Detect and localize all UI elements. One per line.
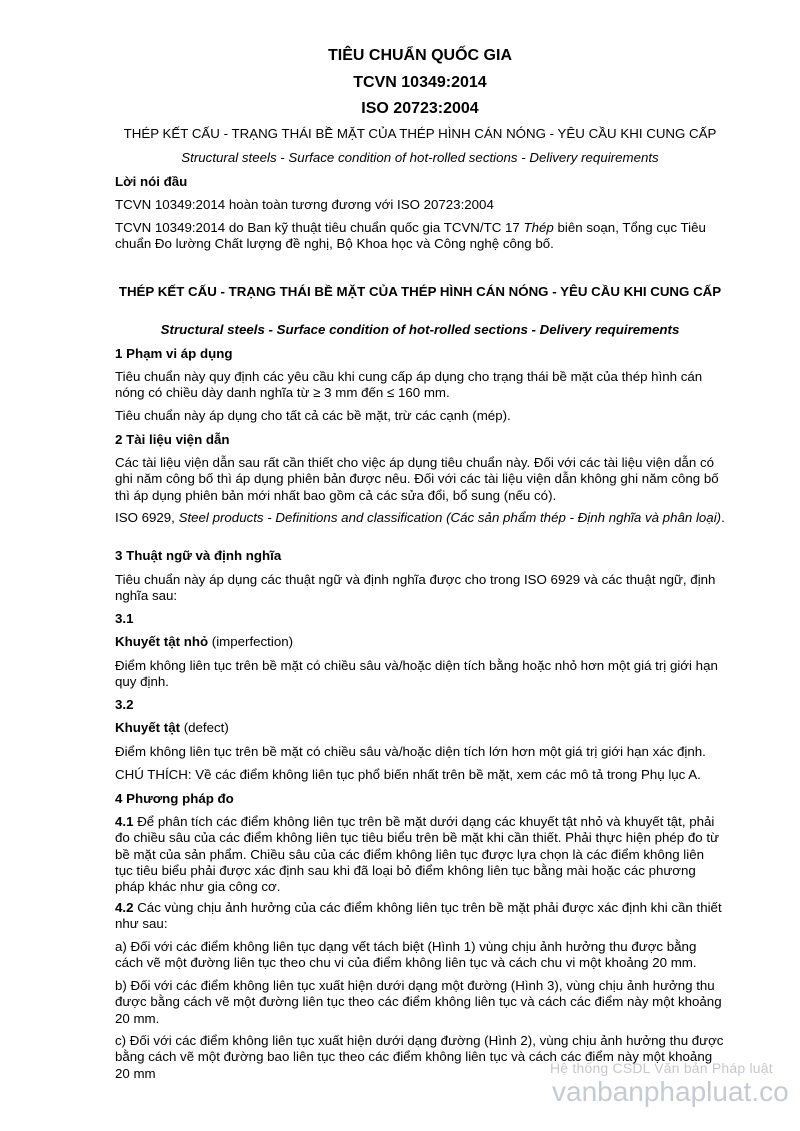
section-3-heading: 3 Thuật ngữ và định nghĩa [115,548,282,563]
foreword-paragraph-2: TCVN 10349:2014 do Ban kỹ thuật tiêu chuẩn quốc gia TCVN/TC 17 Thép biên soạn, Tổng cục Tiêu chuẩn Đo lường Chất lượng đề nghị, Bộ Khoa học và Công nghệ công bố. [115,220,706,252]
national-standard-title: TIÊU CHUẨN QUỐC GIA [328,47,512,64]
iso-number: ISO 20723:2004 [361,100,479,117]
section-1-heading: 1 Phạm vi áp dụng [115,346,233,361]
section-3-paragraph-1: Tiêu chuẩn này áp dụng các thuật ngữ và định nghĩa được cho trong ISO 6929 và các thuật ngữ, định nghĩa sau: [115,572,716,604]
tcvn-number: TCVN 10349:2014 [353,74,487,91]
clause-4-2-item-a: a) Đối với các điểm không liên tục dạng vết tách biệt (Hình 1) vùng chịu ảnh hưởng thu được bằng cách vẽ một đường liên tục theo chu vi của điểm không liên tục và cách chu vi một khoảng 20 mm. [115,939,697,971]
section-2-heading: 2 Tài liệu viện dẫn [115,432,230,447]
note: CHÚ THÍCH: Về các điểm không liên tục phổ biến nhất trên bề mặt, xem các mô tả trong Phụ lục A. [115,767,701,782]
clause-4-2-item-b: b) Đối với các điểm không liên tục xuất hiện dưới dạng một đường (Hình 3), vùng chịu ảnh hưởng thu được bằng cách vẽ một đường liên tục theo các điểm không liên tục và cách các điểm này một khoảng 20 mm. [115,978,722,1026]
term-3-2-definition: Điểm không liên tục trên bề mặt có chiều sâu và/hoặc diện tích lớn hơn một giá trị giới hạn xác định. [115,744,706,759]
foreword-heading: Lời nói đầu [115,174,188,189]
section-4-heading: 4 Phương pháp đo [115,791,234,806]
term-3-1-definition: Điểm không liên tục trên bề mặt có chiều sâu và/hoặc diện tích bằng hoặc nhỏ hơn một giá trị giới hạn quy định. [115,658,718,690]
document-title-vn: THÉP KẾT CẤU - TRẠNG THÁI BỀ MẶT CỦA THÉP HÌNH CÁN NÓNG - YÊU CẦU KHI CUNG CẤP [123,126,717,141]
term-3-2-number: 3.2 [115,697,134,712]
section-1-paragraph-2: Tiêu chuẩn này áp dụng cho tất cả các bề mặt, trừ các cạnh (mép). [115,408,511,423]
watermark-line-1: Hệ thống CSDL Văn bản Pháp luật [550,1060,773,1076]
section-1-paragraph-1: Tiêu chuẩn này quy định các yêu cầu khi cung cấp áp dụng cho trạng thái bề mặt của thép hình cán nóng có chiều dày danh nghĩa từ ≥ 3 mm đến ≤ 160 mm. [115,369,703,401]
section-2-reference: ISO 6929, Steel products - Definitions and classification (Các sản phẩm thép - Định nghĩa và phân loại). [115,510,725,525]
document-title-en: Structural steels - Surface condition of hot-rolled sections - Delivery requirements [181,150,659,165]
section-2-paragraph-1: Các tài liệu viện dẫn sau rất cần thiết cho việc áp dụng tiêu chuẩn này. Đối với các tài liệu viện dẫn có ghi năm công bố thì áp dụng phiên bản được nêu. Đối với các tài liệu viện dẫn không ghi năm công bố thì áp dụng phiên bản mới nhất bao gồm cả các sửa đổi, bổ sung (nếu có). [115,455,719,503]
clause-4-1: 4.1 Để phân tích các điểm không liên tục trên bề mặt dưới dạng các khuyết tật nhỏ và khuyết tật, phải đo chiều sâu của các điểm không liên tục tiêu biểu trên bề mặt khi cần thiết. Phải thực hiện phép đo từ bề mặt của sản phẩm. Chiều sâu của các điểm không liên tục được lựa chọn là các điểm không liên tục tiêu biểu phải được xác định sau khi đã loại bỏ điểm không liên tục bằng mài hoặc các phương pháp khác như gia công cơ. [115,814,719,895]
content-title-vn: THÉP KẾT CẤU - TRẠNG THÁI BỀ MẶT CỦA THÉP HÌNH CÁN NÓNG - YÊU CẦU KHI CUNG CẤP [118,284,722,299]
term-3-1-number: 3.1 [115,611,134,626]
watermark-site: vanbanphapluat.co [552,1076,789,1107]
content-title-en: Structural steels - Surface condition of hot-rolled sections - Delivery requirements [160,322,680,337]
term-3-2: Khuyết tật (defect) [115,720,229,735]
term-3-1: Khuyết tật nhỏ (imperfection) [115,634,294,649]
foreword-paragraph-1: TCVN 10349:2014 hoàn toàn tương đương với ISO 20723:2004 [115,197,494,212]
clause-4-2: 4.2 Các vùng chịu ảnh hưởng của các điểm không liên tục trên bề mặt phải được xác định khi cần thiết như sau: [115,900,722,932]
clause-4-2-item-c: c) Đối với các điểm không liên tục xuất hiện dưới dạng đường (Hình 2), vùng chịu ảnh hưởng thu được bằng cách vẽ một đường bao liên tục theo các điểm không liên tục và cách các điểm này một khoảng 20 mm [115,1033,724,1081]
